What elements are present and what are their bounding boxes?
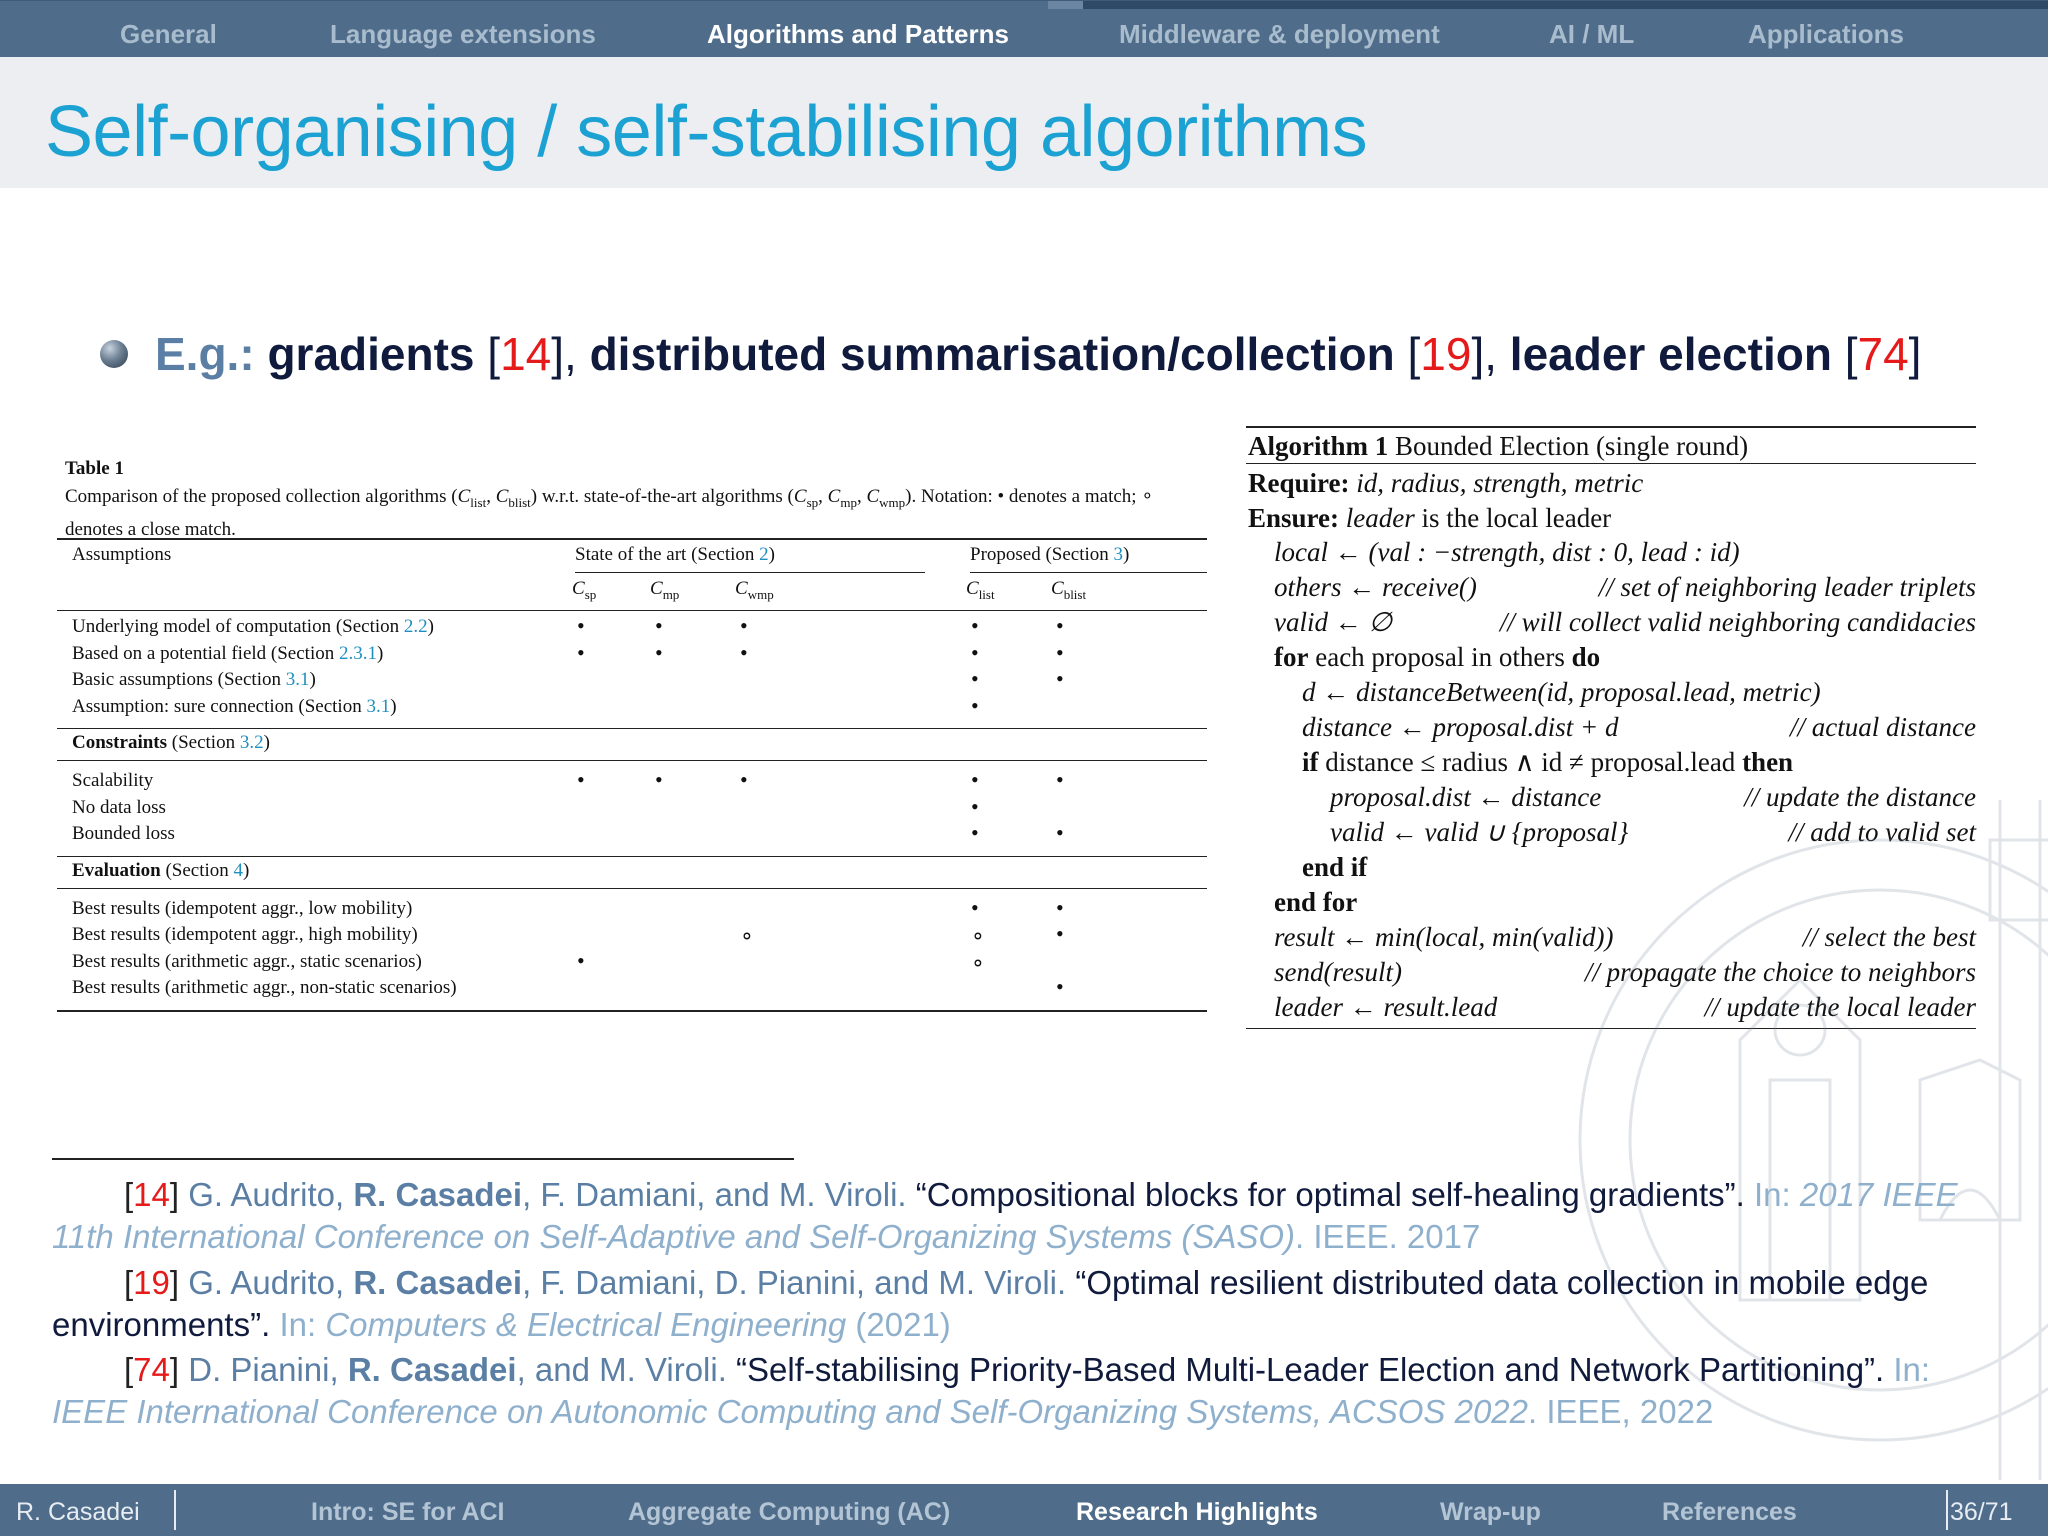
table-rule: [57, 888, 1207, 889]
table-rule: [57, 856, 1207, 857]
tab-ai-ml[interactable]: AI / ML: [1549, 19, 1635, 49]
tab-language-extensions[interactable]: Language extensions: [330, 19, 596, 49]
reference-venue: IEEE International Conference on Autonomic Computing and Self-Organizing Systems, ACSOS 2022: [52, 1393, 1529, 1430]
algorithm-comment: // select the best: [1802, 922, 1976, 952]
table-row-label: Best results (arithmetic aggr., static scenarios): [72, 950, 422, 972]
reference-title: “Self-stabilising Priority-Based Multi-Leader Election and Network Partitioning”.: [736, 1351, 1885, 1388]
slide-title: Self-organising / self-stabilising algorithms: [45, 92, 1368, 172]
match-dot: •: [740, 767, 748, 792]
column-header-assumptions: Assumptions: [72, 544, 172, 565]
progress-track: [1048, 1, 2048, 9]
section-research-highlights[interactable]: Research Highlights: [1076, 1498, 1318, 1526]
match-dot: •: [655, 613, 663, 638]
algorithm-line: proposal.dist ← distance: [1330, 782, 1602, 812]
algorithm-comment: // actual distance: [1790, 712, 1976, 742]
match-dot: •: [971, 666, 979, 691]
match-dot: •: [971, 894, 979, 920]
reference-19: [19] G. Audrito, R. Casadei, F. Damiani, D. Pianini, and M. Viroli. “Optimal resilient distributed data collection in mobile edge environments”. In: Computers & Electrical Engineering (2021): [52, 1264, 1929, 1343]
close-match-circle: ∘: [740, 923, 754, 948]
table-row-label: Bounded loss: [72, 823, 175, 844]
section-intro[interactable]: Intro: SE for ACI: [311, 1498, 505, 1526]
reference-title: “Optimal resilient distributed data collection in mobile edge environments”.: [52, 1264, 1929, 1343]
algorithm-line: distance ← proposal.dist + d: [1302, 712, 1619, 742]
tab-algorithms-and-patterns[interactable]: Algorithms and Patterns: [707, 19, 1009, 49]
match-dot: •: [971, 793, 979, 819]
match-dot: •: [577, 613, 585, 638]
algorithm-rule: [1246, 426, 1976, 428]
match-dot: •: [577, 639, 585, 665]
tab-middleware-deployment[interactable]: Middleware & deployment: [1119, 19, 1440, 49]
table-row-label: Basic assumptions (Section 3.1): [72, 669, 316, 690]
reference-14: [14] G. Audrito, R. Casadei, F. Damiani, and M. Viroli. “Compositional blocks for optimal self-healing gradients”. In: 2017 IEEE 11th International Conference on Self-Adaptive and Self-Organizing Systems (SASO). IEEE. 2017: [52, 1176, 1958, 1255]
algorithm-line: valid ← valid ∪ {proposal}: [1330, 817, 1629, 847]
column-header-state-of-art: State of the art (Section 2): [575, 544, 775, 565]
column-header-blist: $C_{blist}$: [1051, 578, 1087, 602]
match-dot: •: [971, 820, 979, 845]
section-aggregate-computing[interactable]: Aggregate Computing (AC): [628, 1498, 951, 1526]
match-dot: •: [1056, 820, 1064, 845]
algorithm-ensure: Ensure: leader is the local leader: [1248, 503, 1612, 533]
column-header-sp: $C_{sp}$: [572, 578, 597, 602]
tab-applications[interactable]: Applications: [1748, 19, 1905, 49]
table-row-label: Scalability: [72, 770, 154, 791]
algorithm-rule: [1246, 463, 1976, 464]
close-match-circle: ∘: [971, 923, 985, 948]
match-dot: •: [1056, 639, 1064, 665]
table-rule: [57, 728, 1207, 729]
column-header-wmp: $C_{wmp}$: [735, 578, 774, 602]
table-title: Table 1: [65, 458, 124, 479]
algorithm-line: others ← receive(): [1274, 572, 1477, 602]
table-row-label: No data loss: [72, 796, 166, 818]
footnote-rule: [52, 1158, 794, 1160]
table-row-label: Assumption: sure connection (Section 3.1): [72, 695, 397, 717]
table-row-label: Best results (arithmetic aggr., non-static scenarios): [72, 977, 457, 998]
reference-venue: 2017 IEEE 11th International Conference on Self-Adaptive and Self-Organizing Systems (SASO): [52, 1176, 1958, 1255]
section-wrap-up[interactable]: Wrap-up: [1440, 1498, 1541, 1526]
title-band: [0, 57, 2048, 188]
match-dot: •: [1056, 613, 1064, 638]
bullet-line: E.g.: gradients [14], distributed summarisation/collection [19], leader election [74]: [155, 328, 1922, 380]
algorithm-line: end for: [1274, 887, 1358, 917]
algorithm-line: local ← (val : −strength, dist : 0, lead : id): [1274, 537, 1740, 567]
bullet-item-collection: distributed summarisation/collection: [589, 328, 1395, 380]
table-rule: [970, 572, 1207, 573]
algorithm-comment: // propagate the choice to neighbors: [1584, 957, 1976, 987]
bullet-icon: [100, 340, 128, 368]
progress-fill: [1048, 1, 1083, 9]
table-row-label: Best results (idempotent aggr., high mobility): [72, 924, 418, 945]
footer-author: R. Casadei: [16, 1498, 140, 1526]
match-dot: •: [577, 947, 585, 973]
table-row-label: Underlying model of computation (Section 2.2): [72, 616, 434, 637]
match-dot: •: [740, 613, 748, 638]
citation-link[interactable]: 14: [500, 328, 552, 380]
table-group-header: Evaluation (Section 4): [72, 859, 250, 881]
table-rule: [575, 572, 925, 573]
citation-link[interactable]: 74: [1857, 328, 1909, 380]
match-dot: •: [1056, 921, 1064, 946]
match-dot: •: [1056, 666, 1064, 691]
reference-venue: Computers & Electrical Engineering: [325, 1306, 847, 1343]
algorithm-comment: // update the distance: [1744, 782, 1976, 812]
algorithm-require: Require: id, radius, strength, metric: [1248, 468, 1644, 498]
bullet-item-leader-election: leader election: [1509, 328, 1832, 380]
column-header-list: $C_{list}$: [966, 578, 995, 602]
citation-link[interactable]: 19: [1420, 328, 1472, 380]
algorithm-line: end if: [1302, 852, 1368, 882]
table-rule: [57, 538, 1207, 540]
bullet-item-gradients: gradients: [267, 328, 475, 380]
algorithm-comment: // update the local leader: [1704, 992, 1976, 1022]
algorithm-comment: // set of neighboring leader triplets: [1598, 572, 1976, 602]
match-dot: •: [1056, 974, 1064, 999]
algorithm-line: result ← min(local, min(valid)): [1274, 922, 1614, 952]
match-dot: •: [971, 767, 979, 792]
table-caption: Comparison of the proposed collection algorithms ($C_{list}$, $C_{blist}$) w.r.t. state-of-the-art algorithms ($C_{sp}$, $C_{mp}$, $C_{wmp}$). Notation: • denotes a match; ∘ denotes a close match.: [65, 486, 1154, 540]
match-dot: •: [971, 692, 979, 718]
algorithm-line: send(result): [1274, 957, 1402, 987]
top-navigation: [0, 0, 2048, 58]
bottom-navigation: [0, 1484, 2048, 1536]
close-match-circle: ∘: [971, 949, 985, 975]
column-header-mp: $C_{mp}$: [650, 578, 680, 602]
match-dot: •: [740, 639, 748, 665]
match-dot: •: [655, 767, 663, 792]
table-group-header: Constraints (Section 3.2): [72, 732, 270, 753]
page-number: 36/71: [1950, 1498, 2013, 1526]
table-rule: [57, 1010, 1207, 1012]
algorithm-comment: // add to valid set: [1788, 817, 1976, 847]
algorithm-line: for each proposal in others do: [1274, 642, 1601, 672]
reference-number[interactable]: 74: [133, 1351, 170, 1388]
table-row-label: Based on a potential field (Section 2.3.1): [72, 642, 384, 664]
match-dot: •: [971, 613, 979, 638]
reference-number[interactable]: 19: [133, 1264, 170, 1301]
algorithm-title: Algorithm 1 Bounded Election (single round): [1248, 431, 1749, 461]
algorithm-comment: // will collect valid neighboring candidacies: [1499, 607, 1976, 637]
table-row-label: Best results (idempotent aggr., low mobility): [72, 897, 413, 919]
reference-title: “Compositional blocks for optimal self-healing gradients”.: [915, 1176, 1745, 1213]
tab-general[interactable]: General: [120, 19, 217, 49]
algorithm-line: leader ← result.lead: [1274, 992, 1498, 1022]
column-header-proposed: Proposed (Section 3): [970, 544, 1130, 565]
reference-74: [74] D. Pianini, R. Casadei, and M. Viroli. “Self-stabilising Priority-Based Multi-Leader Election and Network Partitioning”. In: IEEE International Conference on Autonomic Computing and Self-Organizing Systems, ACSOS 2022. IEEE, 2022: [52, 1351, 1931, 1430]
table-rule: [57, 760, 1207, 761]
match-dot: •: [1056, 767, 1064, 792]
bullet-eg: E.g.:: [155, 328, 255, 380]
match-dot: •: [971, 639, 979, 665]
algorithm-line: if distance ≤ radius ∧ id ≠ proposal.lead then: [1302, 747, 1794, 777]
match-dot: •: [577, 767, 585, 792]
algorithm-line: valid ← ∅: [1274, 607, 1393, 637]
match-dot: •: [655, 639, 663, 665]
section-references[interactable]: References: [1662, 1498, 1797, 1526]
match-dot: •: [1056, 894, 1064, 920]
table-rule: [57, 610, 1207, 611]
algorithm-line: d ← distanceBetween(id, proposal.lead, metric): [1302, 677, 1821, 707]
reference-number[interactable]: 14: [133, 1176, 170, 1213]
